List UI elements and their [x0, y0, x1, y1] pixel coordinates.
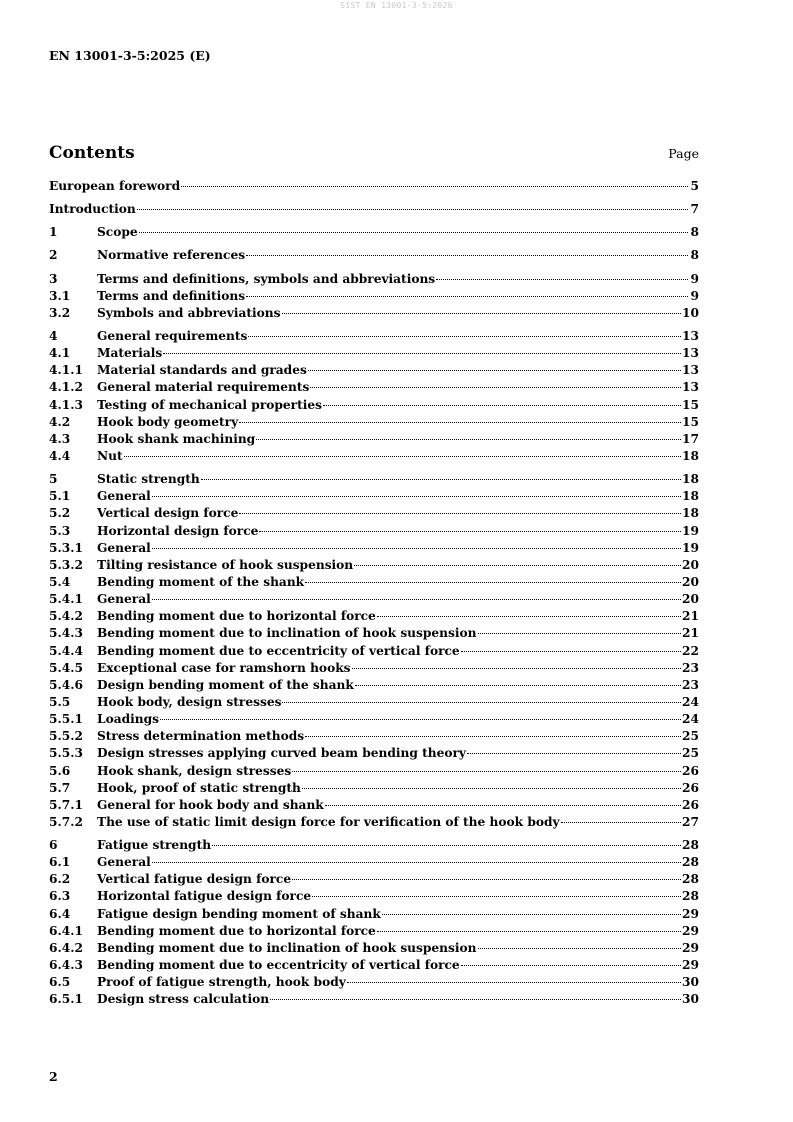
toc-entry[interactable] — [49, 797, 699, 814]
toc-entry[interactable] — [49, 625, 699, 642]
toc-entry[interactable] — [49, 871, 699, 888]
toc-entry[interactable] — [49, 271, 699, 288]
toc-entry-number: 6.1 — [49, 855, 71, 870]
toc-entry-number: 6.4.1 — [49, 923, 83, 938]
toc-entry-page: 28 — [682, 872, 699, 887]
toc-entry-page: 23 — [682, 660, 699, 675]
dot-leader — [259, 531, 681, 532]
toc-entry[interactable] — [49, 471, 699, 488]
toc-entry-page: 9 — [690, 271, 699, 286]
toc-entry-title: Hook shank, design stresses — [97, 763, 292, 778]
dot-leader — [256, 439, 681, 440]
dot-leader — [325, 805, 681, 806]
toc-entry-title: General — [97, 489, 151, 504]
dot-leader — [160, 719, 681, 720]
toc-entry-title: Symbols and abbreviations — [97, 305, 281, 320]
toc-entry[interactable] — [49, 505, 699, 522]
toc-entry-title: Bending moment due to inclination of hook suspension — [97, 940, 477, 955]
dot-leader — [323, 405, 681, 406]
dot-leader — [352, 668, 682, 669]
dot-leader — [312, 896, 681, 897]
dot-leader — [124, 456, 681, 457]
contents-title: Contents — [49, 143, 135, 163]
toc-entry[interactable] — [49, 745, 699, 762]
toc-entry-title: Design bending moment of the shank — [97, 677, 354, 692]
toc-entry-number: 5.7.1 — [49, 797, 83, 812]
toc-entry-number: 3.1 — [49, 288, 71, 303]
dot-leader — [382, 914, 681, 915]
toc-group — [49, 247, 699, 264]
toc-entry-title: Bending moment due to inclination of hook suspension — [97, 626, 477, 641]
toc-entry-title: General requirements — [97, 328, 248, 343]
toc-entry[interactable] — [49, 991, 699, 1008]
toc-entry-number: 6 — [49, 838, 58, 853]
dot-leader — [282, 313, 682, 314]
dot-leader — [248, 336, 681, 337]
dot-leader — [461, 651, 681, 652]
toc-entry-page: 30 — [682, 975, 699, 990]
toc-entry-page: 10 — [682, 305, 699, 320]
toc-group — [49, 178, 699, 195]
toc-entry-page: 29 — [682, 923, 699, 938]
toc-entry-page: 20 — [682, 557, 699, 572]
toc-entry-page: 18 — [682, 472, 699, 487]
dot-leader — [292, 879, 681, 880]
toc-entry-number: 4.2 — [49, 414, 71, 429]
toc-group — [49, 837, 699, 1008]
toc-entry-page: 20 — [682, 592, 699, 607]
toc-entry-title: Static strength — [97, 472, 200, 487]
toc-entry-page: 28 — [682, 838, 699, 853]
dot-leader — [152, 599, 681, 600]
toc-entry-number: 5.7.2 — [49, 814, 83, 829]
toc-entry-number: 5.4.1 — [49, 592, 83, 607]
toc-entry-title: General for hook body and shank — [97, 797, 324, 812]
toc-entry-title: General — [97, 592, 151, 607]
toc-entry-page: 20 — [682, 574, 699, 589]
toc-entry-page: 8 — [690, 248, 699, 263]
toc-entry-page: 15 — [682, 397, 699, 412]
dot-leader — [137, 209, 688, 210]
toc-entry-number: 5.5 — [49, 694, 71, 709]
toc-entry-number: 6.4 — [49, 906, 71, 921]
toc-entry-number: 5.7 — [49, 780, 71, 795]
toc-entry[interactable] — [49, 431, 699, 448]
page-number: 2 — [49, 1069, 58, 1084]
toc-entry[interactable] — [49, 906, 699, 923]
toc-entry-number: 4 — [49, 328, 58, 343]
toc-entry[interactable] — [49, 178, 699, 195]
toc-entry-title: Loadings — [97, 712, 159, 727]
toc-entry[interactable] — [49, 854, 699, 871]
toc-entry-page: 7 — [690, 202, 699, 217]
toc-entry-title: Bending moment of the shank — [97, 574, 305, 589]
dot-leader — [152, 496, 681, 497]
toc-entry[interactable] — [49, 201, 699, 218]
toc-entry[interactable] — [49, 974, 699, 991]
toc-entry-page: 29 — [682, 958, 699, 973]
dot-leader — [270, 999, 681, 1000]
toc-entry-number: 4.1.2 — [49, 380, 83, 395]
toc-entry[interactable] — [49, 557, 699, 574]
toc-entry[interactable] — [49, 837, 699, 854]
dot-leader — [310, 387, 681, 388]
toc-entry-number: 4.4 — [49, 448, 71, 463]
toc-entry-page: 19 — [682, 540, 699, 555]
toc-entry[interactable] — [49, 540, 699, 557]
toc-entry-number: 5.2 — [49, 506, 71, 521]
toc-entry-title: Hook shank machining — [97, 431, 256, 446]
toc-entry-title: Nut — [97, 448, 123, 463]
toc-entry-title: The use of static limit design force for verification of the hook body — [97, 814, 560, 829]
toc-entry-number: 5.3 — [49, 523, 71, 538]
toc-entry-number: 6.4.2 — [49, 940, 83, 955]
toc-entry-title: Exceptional case for ramshorn hooks — [97, 660, 351, 675]
toc-entry-page: 29 — [682, 940, 699, 955]
toc-entry-title: Fatigue strength — [97, 838, 212, 853]
dot-leader — [246, 255, 688, 256]
toc-entry-number: 4.1.1 — [49, 363, 83, 378]
toc-entry-page: 26 — [682, 797, 699, 812]
toc-entry-title: Bending moment due to horizontal force — [97, 609, 376, 624]
toc-entry-page: 13 — [682, 346, 699, 361]
toc-entry-page: 19 — [682, 523, 699, 538]
toc-entry[interactable] — [49, 523, 699, 540]
toc-entry-title: Material standards and grades — [97, 363, 307, 378]
toc-entry-title: Stress determination methods — [97, 729, 305, 744]
toc-entry-page: 8 — [690, 225, 699, 240]
toc-entry[interactable] — [49, 923, 699, 940]
toc-entry-page: 26 — [682, 763, 699, 778]
toc-entry-number: 6.4.3 — [49, 958, 83, 973]
toc-entry-number: 6.5.1 — [49, 992, 83, 1007]
toc-entry-number: 3 — [49, 271, 58, 286]
toc-entry-number: 4.1 — [49, 346, 71, 361]
toc-group — [49, 201, 699, 218]
toc-entry[interactable] — [49, 345, 699, 362]
toc-entry-number: 5.3.2 — [49, 557, 83, 572]
page-column-label: Page — [668, 146, 699, 161]
dot-leader — [302, 788, 681, 789]
toc-entry-title: Horizontal fatigue design force — [97, 889, 312, 904]
toc-entry-title: Hook, proof of static strength — [97, 780, 301, 795]
dot-leader — [467, 753, 681, 754]
toc-entry-number: 5 — [49, 472, 58, 487]
toc-entry-title: Bending moment due to horizontal force — [97, 923, 376, 938]
dot-leader — [292, 771, 681, 772]
toc-group — [49, 224, 699, 241]
toc-entry-title: Introduction — [49, 202, 136, 217]
toc-entry[interactable] — [49, 728, 699, 745]
dot-leader — [181, 186, 688, 187]
toc-entry-title: Testing of mechanical properties — [97, 397, 322, 412]
toc-entry-page: 13 — [682, 380, 699, 395]
table-of-contents — [49, 178, 699, 1014]
toc-entry[interactable] — [49, 448, 699, 465]
toc-entry-number: 5.4.5 — [49, 660, 83, 675]
toc-entry[interactable] — [49, 591, 699, 608]
toc-entry-title: Materials — [97, 346, 163, 361]
watermark: SIST EN 13001-3-5:2026 — [340, 1, 453, 10]
dot-leader — [354, 565, 681, 566]
toc-entry-number: 5.4 — [49, 574, 71, 589]
dot-leader — [201, 479, 681, 480]
toc-entry-page: 13 — [682, 363, 699, 378]
toc-entry-number: 4.1.3 — [49, 397, 83, 412]
toc-entry[interactable] — [49, 305, 699, 322]
toc-entry-page: 27 — [682, 814, 699, 829]
toc-entry[interactable] — [49, 660, 699, 677]
toc-entry[interactable] — [49, 763, 699, 780]
dot-leader — [305, 582, 681, 583]
dot-leader — [461, 965, 681, 966]
toc-entry[interactable] — [49, 488, 699, 505]
toc-entry[interactable] — [49, 224, 699, 241]
toc-entry-number: 4.3 — [49, 431, 71, 446]
toc-entry-title: Design stress calculation — [97, 992, 270, 1007]
toc-entry[interactable] — [49, 247, 699, 264]
dot-leader — [478, 948, 682, 949]
dot-leader — [305, 736, 681, 737]
toc-entry-title: Horizontal design force — [97, 523, 259, 538]
toc-entry-page: 24 — [682, 712, 699, 727]
toc-entry-title: Scope — [97, 225, 138, 240]
dot-leader — [436, 279, 688, 280]
toc-entry-number: 6.3 — [49, 889, 71, 904]
toc-group — [49, 471, 699, 831]
toc-entry-page: 15 — [682, 414, 699, 429]
toc-entry[interactable] — [49, 574, 699, 591]
toc-entry[interactable] — [49, 328, 699, 345]
toc-entry-number: 6.5 — [49, 975, 71, 990]
toc-entry[interactable] — [49, 643, 699, 660]
toc-entry-page: 26 — [682, 780, 699, 795]
toc-entry-page: 21 — [682, 626, 699, 641]
dot-leader — [139, 232, 688, 233]
toc-entry-page: 28 — [682, 889, 699, 904]
dot-leader — [377, 616, 681, 617]
toc-entry[interactable] — [49, 940, 699, 957]
toc-entry[interactable] — [49, 397, 699, 414]
toc-entry-title: Hook body geometry — [97, 414, 239, 429]
toc-group — [49, 271, 699, 322]
toc-entry-page: 13 — [682, 328, 699, 343]
toc-entry-page: 25 — [682, 729, 699, 744]
toc-entry-title: Proof of fatigue strength, hook body — [97, 975, 346, 990]
dot-leader — [347, 982, 681, 983]
toc-entry[interactable] — [49, 888, 699, 905]
toc-entry-title: Design stresses applying curved beam bending theory — [97, 746, 466, 761]
toc-entry-number: 5.4.3 — [49, 626, 83, 641]
toc-entry-title: General — [97, 540, 151, 555]
toc-entry[interactable] — [49, 288, 699, 305]
toc-entry[interactable] — [49, 608, 699, 625]
toc-entry-number: 1 — [49, 225, 58, 240]
toc-entry-title: General — [97, 855, 151, 870]
toc-entry-page: 28 — [682, 855, 699, 870]
toc-entry-page: 9 — [690, 288, 699, 303]
toc-entry-number: 5.5.3 — [49, 746, 83, 761]
dot-leader — [152, 862, 681, 863]
toc-entry-number: 5.4.4 — [49, 643, 83, 658]
dot-leader — [152, 548, 681, 549]
dot-leader — [282, 702, 681, 703]
toc-entry-page: 18 — [682, 489, 699, 504]
toc-entry-number: 5.5.2 — [49, 729, 83, 744]
toc-entry[interactable] — [49, 362, 699, 379]
toc-entry-page: 30 — [682, 992, 699, 1007]
toc-entry-page: 18 — [682, 448, 699, 463]
toc-entry[interactable] — [49, 694, 699, 711]
toc-entry-page: 5 — [690, 179, 699, 193]
toc-entry-page: 22 — [682, 643, 699, 658]
toc-entry-title: Vertical fatigue design force — [97, 872, 292, 887]
dot-leader — [308, 370, 681, 371]
toc-entry-number: 5.4.6 — [49, 677, 83, 692]
toc-entry-title: Hook body, design stresses — [97, 694, 282, 709]
toc-entry-number: 6.2 — [49, 872, 71, 887]
toc-entry[interactable] — [49, 814, 699, 831]
dot-leader — [377, 931, 681, 932]
dot-leader — [239, 513, 681, 514]
toc-entry-number: 2 — [49, 248, 58, 263]
toc-entry-title: Fatigue design bending moment of shank — [97, 906, 381, 921]
toc-entry[interactable] — [49, 379, 699, 396]
toc-entry-number: 5.1 — [49, 489, 71, 504]
toc-entry[interactable] — [49, 414, 699, 431]
dot-leader — [561, 822, 681, 823]
toc-entry-page: 17 — [682, 431, 699, 446]
toc-entry[interactable] — [49, 711, 699, 728]
toc-entry-title: Terms and definitions, symbols and abbreviations — [97, 271, 436, 286]
toc-entry-page: 24 — [682, 694, 699, 709]
toc-entry-page: 29 — [682, 906, 699, 921]
dot-leader — [246, 296, 688, 297]
toc-entry-title: Tilting resistance of hook suspension — [97, 557, 354, 572]
toc-group — [49, 328, 699, 465]
dot-leader — [478, 633, 682, 634]
toc-entry-number: 5.5.1 — [49, 712, 83, 727]
dot-leader — [212, 845, 681, 846]
toc-entry[interactable] — [49, 957, 699, 974]
toc-entry-page: 23 — [682, 677, 699, 692]
toc-entry-title: European foreword — [49, 179, 181, 193]
toc-entry[interactable] — [49, 677, 699, 694]
toc-entry[interactable] — [49, 780, 699, 797]
toc-entry-title: Vertical design force — [97, 506, 239, 521]
dot-leader — [355, 685, 681, 686]
toc-entry-page: 25 — [682, 746, 699, 761]
dot-leader — [239, 422, 681, 423]
document-id: EN 13001-3-5:2025 (E) — [49, 48, 211, 63]
toc-entry-number: 5.4.2 — [49, 609, 83, 624]
toc-entry-number: 5.3.1 — [49, 540, 83, 555]
toc-entry-title: Bending moment due to eccentricity of vertical force — [97, 958, 460, 973]
toc-entry-title: Bending moment due to eccentricity of vertical force — [97, 643, 460, 658]
toc-entry-title: Normative references — [97, 248, 246, 263]
toc-entry-page: 21 — [682, 609, 699, 624]
toc-entry-number: 5.6 — [49, 763, 71, 778]
toc-entry-page: 18 — [682, 506, 699, 521]
dot-leader — [163, 353, 681, 354]
toc-entry-number: 3.2 — [49, 305, 71, 320]
toc-entry-title: General material requirements — [97, 380, 310, 395]
toc-entry-title: Terms and definitions — [97, 288, 246, 303]
